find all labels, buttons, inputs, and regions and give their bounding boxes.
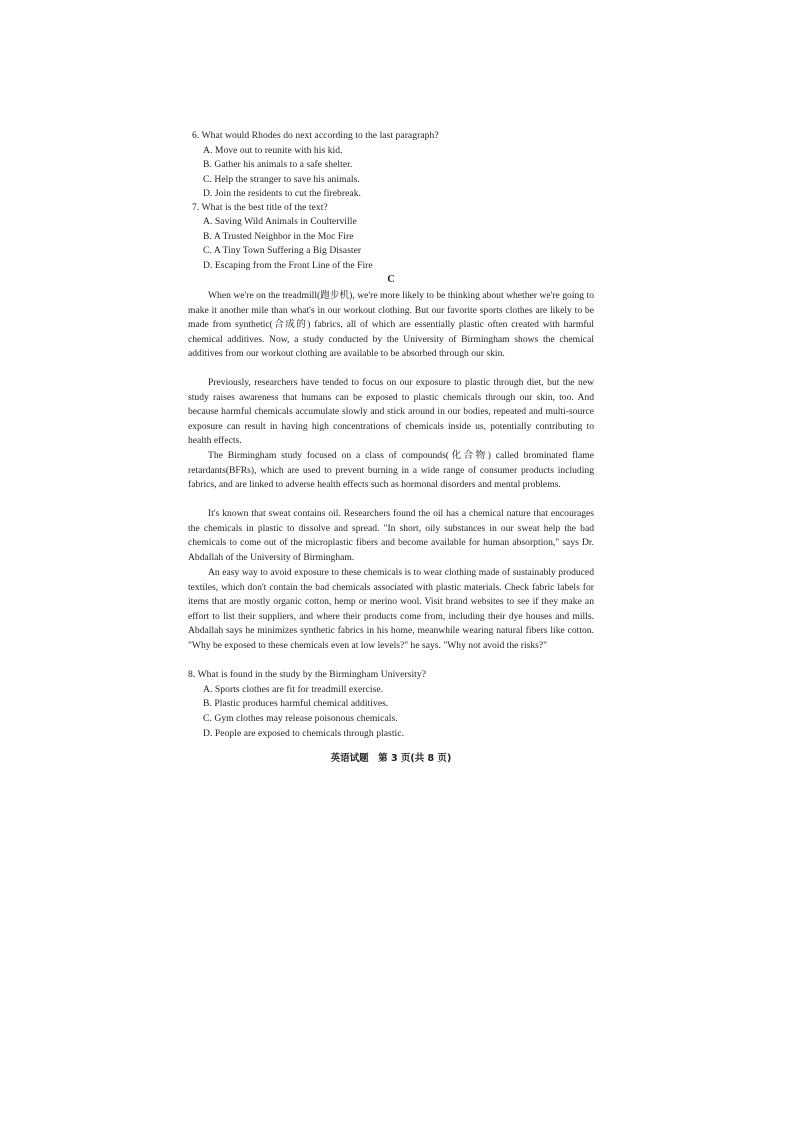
q6-option-a: A. Move out to reunite with his kid. — [203, 145, 343, 156]
q8-option-a: A. Sports clothes are fit for treadmill exercise. — [203, 684, 384, 695]
q8-option-c: C. Gym clothes may release poisonous chemicals. — [203, 713, 398, 724]
q6-option-d: D. Join the residents to cut the firebreak. — [203, 188, 362, 199]
q7-option-c: C. A Tiny Town Suffering a Big Disaster — [203, 245, 362, 256]
q8-option-b: B. Plastic produces harmful chemical additives. — [203, 698, 389, 709]
passage-paragraph-4: It's known that sweat contains oil. Researchers found the oil has a chemical nature that encourages the chemicals in plastic to dissolve and spread. "In short, oily substances in our sweat help the bad chemicals to come out of the microplastic fibers and become available for human absorption," says Dr. Abdallah of the University of Birmingham. — [188, 508, 594, 563]
q6-option-c: C. Help the stranger to save his animals. — [203, 174, 360, 185]
q7-option-b: B. A Trusted Neighbor in the Moc Fire — [203, 231, 354, 242]
q7-option-d: D. Escaping from the Front Line of the Fire — [203, 260, 373, 271]
passage-paragraph-1: When we're on the treadmill(跑步机), we're more likely to be thinking about whether we're going to make it another mile than what's in our workout clothing. But our favorite sports clothes are likely to be made from synthetic(合成的) fabrics, all of which are essentially plastic often created with harmful chemical additives. Now, a study conducted by the University of Birmingham shows the chemical additives from our workout clothing are available to be absorbed through our skin. — [188, 290, 594, 359]
passage-paragraph-5: An easy way to avoid exposure to these chemicals is to wear clothing made of sustainably produced textiles, which don't contain the bad chemicals associated with plastic materials. Check fabric labels for items that are mostly organic cotton, hemp or merino wool. Visit brand websites to see if they make an effort to list their suppliers, and where their products come from, including their dye houses and mills. Abdallah says he minimizes synthetic fabrics in his home, meanwhile wearing natural fibers like cotton. "Why be exposed to these chemicals even at low levels?" he says. "Why not avoid the risks?" — [188, 567, 594, 651]
page-footer: 英语试题 第 3 页(共 8 页) — [330, 753, 452, 764]
q8-option-d: D. People are exposed to chemicals through plastic. — [203, 728, 405, 739]
question-8: 8. What is found in the study by the Birmingham University? — [188, 669, 427, 680]
question-6: 6. What would Rhodes do next according to the last paragraph? — [192, 130, 439, 141]
question-7: 7. What is the best title of the text? — [192, 202, 328, 213]
q6-option-b: B. Gather his animals to a safe shelter. — [203, 159, 353, 170]
passage-paragraph-3: The Birmingham study focused on a class of compounds(化合物) called brominated flame retardants(BFRs), which are used to prevent burning in a wide range of consumer products including fabrics, and are linked to adverse health effects such as hormonal disorders and mental problems. — [188, 450, 594, 490]
passage-paragraph-2: Previously, researchers have tended to focus on our exposure to plastic through diet, but the new study raises awareness that humans can be exposed to plastic chemicals through our skin, too. And because harmful chemicals accumulate slowly and stick around in our bodies, repeated and multi-source exposure can result in having high concentrations of chemicals inside us, potentially contributing to health effects. — [188, 377, 594, 446]
section-label: C — [387, 274, 395, 285]
q7-option-a: A. Saving Wild Animals in Coulterville — [203, 216, 357, 227]
